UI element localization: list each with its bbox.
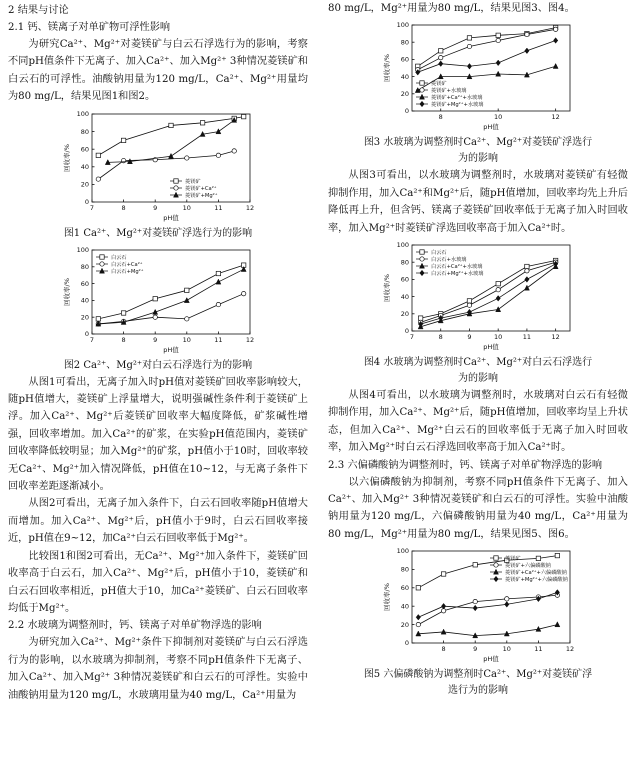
y-tick-label: 20: [400, 310, 409, 319]
data-point: [184, 297, 189, 302]
legend-entry: 菱镁矿+六偏磷酸钠: [505, 563, 551, 570]
x-axis-label: pH值: [163, 345, 179, 354]
x-tick-label: 9: [467, 333, 472, 342]
x-tick-label: 10: [182, 335, 191, 344]
legend: [96, 253, 144, 275]
legend-entry: 白云石+Ca²⁺+水玻璃: [431, 264, 483, 271]
x-tick-label: 8: [121, 203, 126, 212]
series-1: [416, 26, 558, 69]
legend: [170, 177, 218, 199]
series-line: [98, 269, 243, 324]
y-tick-label: 0: [84, 329, 89, 338]
figure-2-caption: 图2 Ca²⁺、Mg²⁺对白云石浮选行为的影响: [63, 359, 253, 371]
data-point: [505, 597, 509, 601]
data-point: [473, 606, 477, 612]
data-point: [496, 296, 500, 302]
x-tick-label: 11: [522, 333, 532, 342]
y-tick-label: 0: [404, 639, 409, 648]
data-point: [555, 622, 560, 627]
data-point: [169, 123, 173, 127]
figure-5-caption-line1: 图5 六偏磷酸钠为调整剂时Ca²⁺、Mg²⁺对菱镁矿浮: [363, 669, 593, 681]
data-point: [525, 48, 529, 54]
figure-1-caption: 图1 Ca²⁺、Mg²⁺对菱镁矿浮选行为的影响: [63, 227, 253, 239]
y-tick-label: 100: [396, 21, 409, 30]
series-3: [96, 266, 246, 326]
figure-2-chart: [58, 242, 258, 358]
data-point: [216, 279, 221, 284]
data-point: [216, 153, 220, 157]
data-point: [555, 554, 559, 558]
x-tick-label: 9: [473, 645, 478, 654]
subsection-heading-2-3: 2.3 六偏磷酸钠为调整剂时，钙、镁离子对单矿物浮选的影响: [328, 459, 603, 471]
data-point: [536, 556, 540, 560]
figure-5-chart: [378, 543, 578, 667]
data-point: [185, 316, 189, 320]
data-point: [241, 291, 245, 295]
x-axis-label: pH值: [483, 343, 499, 352]
series-3: [416, 622, 560, 638]
data-point: [496, 39, 500, 43]
legend-marker: [420, 81, 424, 85]
data-point: [153, 296, 157, 300]
data-point: [121, 138, 125, 142]
legend-entry: 菱镁矿+Ca²⁺+六偏磷酸钠: [505, 570, 567, 577]
x-tick-label: 7: [89, 203, 95, 212]
legend-marker: [100, 261, 104, 265]
y-axis-label: 回收率/%: [383, 54, 391, 83]
legend-entry: 白云石+水玻璃: [431, 257, 467, 264]
data-point: [241, 114, 245, 118]
data-point: [232, 148, 236, 152]
y-tick-label: 80: [400, 565, 409, 574]
data-point: [467, 299, 471, 303]
y-tick-label: 0: [84, 197, 89, 206]
legend-marker: [494, 576, 498, 582]
legend-marker: [420, 270, 424, 276]
series-line: [98, 293, 243, 323]
data-point: [473, 563, 477, 567]
figure-3-chart: [378, 17, 578, 135]
legend-marker: [100, 254, 104, 258]
data-point: [153, 315, 157, 319]
y-tick-label: 80: [400, 258, 409, 267]
legend-marker: [174, 178, 178, 182]
paragraph-fig2-discussion: 从图2可看出，无离子加入条件下，白云石回收率随pH值增大而增加。加入Ca²⁺、Mg²⁺后，pH值小于9时，白云石回收率接近，pH值在9~12，加Ca²⁺白云石回收率低于Mg²⁺。: [8, 498, 308, 545]
y-tick-label: 80: [400, 38, 409, 47]
y-tick-label: 100: [76, 109, 89, 118]
data-point: [416, 615, 420, 621]
subsection-heading-2-2: 2.2 水玻璃为调整剂时，钙、镁离子对单矿物浮选的影响: [8, 620, 262, 632]
x-tick-label: 10: [494, 113, 503, 122]
paragraph-2-1: 为研究Ca²⁺、Mg²⁺对菱镁矿与白云石浮选行为的影响，考察不同pH值条件下无离子、加入Ca²⁺、加入Mg²⁺ 3种情况菱镁矿和白云石的可浮性。油酸钠用量为120 mg/L，Ca²⁺、Mg²⁺用量均为80 mg/L，结果见图1和图2。: [8, 39, 308, 103]
x-tick-label: 8: [438, 333, 443, 342]
data-point: [185, 155, 189, 159]
data-point: [467, 45, 471, 49]
x-tick-label: 8: [441, 645, 446, 654]
data-point: [496, 34, 500, 38]
data-point: [525, 277, 529, 283]
y-axis-label: 回收率/%: [383, 583, 391, 612]
x-tick-label: 12: [565, 645, 575, 654]
x-tick-label: 12: [551, 113, 560, 122]
y-tick-label: 60: [80, 279, 89, 288]
y-tick-label: 40: [80, 162, 89, 171]
data-point: [553, 64, 558, 69]
figure-4-chart: [378, 237, 578, 355]
data-point: [441, 604, 445, 610]
data-point: [553, 28, 557, 32]
legend-entry: 菱镁矿: [431, 81, 447, 88]
data-point: [496, 282, 500, 286]
figure-3-caption-line2: 为的影响: [458, 153, 498, 165]
legend-entry: 白云石: [431, 250, 447, 257]
legend: [416, 248, 484, 277]
data-point: [473, 600, 477, 604]
legend-marker: [420, 257, 424, 261]
data-point: [524, 285, 529, 290]
series-4: [416, 590, 559, 620]
x-axis-label: pH值: [163, 213, 179, 222]
paragraph-continued: 80 mg/L，Mg²⁺用量为80 mg/L，结果见图3、图4。: [328, 3, 575, 14]
paragraph-2-3: 以六偏磷酸钠为抑制剂，考察不同pH值条件下无离子、加入Ca²⁺、加入Mg²⁺ 3种情况菱镁矿和白云石的可浮性。实验中油酸钠用量为120 mg/L，六偏磷酸钠用量为40 mg/L，Ca²⁺用量为80 mg/L，Mg²⁺用量为80 mg/L，结果见图5、图6。: [328, 476, 628, 540]
data-point: [496, 288, 500, 292]
data-point: [525, 264, 529, 268]
x-tick-label: 7: [89, 335, 95, 344]
legend-entry: 菱镁矿+水玻璃: [431, 88, 467, 95]
y-tick-label: 100: [396, 241, 409, 250]
data-point: [96, 316, 100, 320]
right-column: [328, 0, 628, 699]
y-tick-label: 20: [80, 180, 89, 189]
data-point: [96, 153, 100, 157]
x-tick-label: 9: [153, 335, 158, 344]
figure-5-caption-line2: 选行为的影响: [448, 685, 508, 697]
section-heading: 2 结果与讨论: [8, 5, 69, 16]
series-line: [98, 151, 234, 179]
data-point: [200, 120, 204, 124]
data-point: [525, 269, 529, 273]
legend-marker: [420, 250, 424, 254]
paragraph-fig1-discussion: 从图1可看出，无离子加入时pH值对菱镁矿回收率影响较大，随pH值增大，菱镁矿上浮量增大，说明强碱性条件利于菱镁矿上浮。加入Ca²⁺、Mg²⁺后菱镁矿回收率大幅度降低，矿浆碱性增强，回收率增加。加入Ca²⁺的矿浆，在实验pH值范围内，菱镁矿回收率降低较明显；加入Mg²⁺的矿浆，pH值小于10时，回收率较无Ca²⁺、Mg²⁺加入情况降低，pH值在10~12，与无离子条件下回收率差距逐渐减小。: [8, 376, 308, 493]
data-point: [553, 38, 557, 44]
x-tick-label: 10: [494, 333, 503, 342]
x-tick-label: 11: [534, 645, 543, 654]
y-tick-label: 0: [404, 107, 409, 116]
legend-marker: [494, 563, 498, 567]
y-tick-label: 80: [80, 127, 89, 136]
x-tick-label: 10: [502, 645, 511, 654]
x-tick-label: 10: [182, 203, 191, 212]
data-point: [169, 153, 174, 158]
subsection-heading-2-1: 2.1 钙、镁离子对单矿物可浮性影响: [8, 22, 171, 33]
legend-entry: 菱镁矿+Mg²⁺: [185, 192, 218, 199]
data-point: [439, 56, 443, 60]
legend-marker: [420, 88, 424, 92]
y-axis-label: 回收率/%: [63, 277, 71, 306]
paragraph-fig3-discussion: 从图3可看出，以水玻璃为调整剂时，水玻璃对菱镁矿有轻微抑制作用，加入Ca²⁺和Mg²⁺后，随pH值增加，回收率均先上升后降低再上升，但含钙、镁离子菱镁矿回收率低于无离子加入时回收率，加入Mg²⁺时菱镁矿浮选回收率高于加入Ca²⁺时。: [328, 170, 628, 234]
legend-entry: 菱镁矿+Ca²⁺+水玻璃: [431, 95, 483, 102]
legend-entry: 菱镁矿+Ca²⁺: [185, 185, 217, 192]
data-point: [496, 60, 500, 66]
data-point: [416, 586, 420, 590]
figure-1-chart: [58, 106, 258, 226]
y-tick-label: 20: [400, 621, 409, 630]
series-line: [418, 41, 556, 73]
x-axis-label: pH值: [483, 655, 499, 664]
x-tick-label: 12: [245, 335, 255, 344]
data-point: [216, 271, 220, 275]
y-tick-label: 60: [80, 145, 89, 154]
data-point: [439, 61, 443, 67]
figure-4-caption-line2: 为的影响: [458, 373, 498, 385]
legend-entry: 白云石+Ca²⁺: [111, 261, 143, 268]
legend-entry: 白云石+Mg²⁺+水玻璃: [431, 271, 484, 278]
y-tick-label: 60: [400, 584, 409, 593]
data-point: [467, 36, 471, 40]
data-point: [525, 33, 529, 37]
legend-entry: 菱镁矿+Mg²⁺+水玻璃: [431, 102, 484, 109]
data-point: [216, 302, 220, 306]
figure-4-caption-line1: 图4 水玻璃为调整剂时Ca²⁺、Mg²⁺对白云石浮选行: [363, 357, 593, 369]
x-tick-label: 11: [214, 335, 223, 344]
y-tick-label: 40: [400, 292, 409, 301]
y-tick-label: 20: [400, 90, 409, 99]
legend-entry: 白云石+Mg²⁺: [111, 268, 144, 275]
x-axis-label: pH值: [483, 123, 499, 132]
legend-entry: 菱镁矿: [185, 178, 201, 185]
x-tick-label: 7: [409, 333, 415, 342]
figure-3-caption-line1: 图3 水玻璃为调整剂时Ca²⁺、Mg²⁺对菱镁矿浮选行: [363, 137, 593, 149]
data-point: [496, 307, 501, 312]
y-tick-label: 0: [404, 327, 409, 336]
x-tick-label: 8: [438, 113, 443, 122]
x-tick-label: 8: [121, 335, 126, 344]
y-tick-label: 40: [400, 602, 409, 611]
data-point: [96, 177, 100, 181]
left-column: [8, 0, 308, 704]
data-point: [121, 310, 125, 314]
paragraph-comparison: 比较图1和图2可看出，无Ca²⁺、Mg²⁺加入条件下，菱镁矿回收率高于白云石，加入Ca²⁺、Mg²⁺后，pH值小于10，菱镁矿和白云石回收率相近，pH值大于10，加Ca²⁺菱镁矿、白云石回收率均低于Mg²⁺。: [8, 550, 308, 614]
data-point: [441, 629, 446, 634]
y-tick-label: 60: [400, 56, 409, 65]
y-tick-label: 40: [80, 296, 89, 305]
paragraph-fig4-discussion: 从图4可看出，以水玻璃为调整剂时，水玻璃对白云石有轻微抑制作用，加入Ca²⁺、Mg²⁺后，随pH值增加，回收率均呈上升状态，但加入Ca²⁺、Mg²⁺白云石的回收率低于无离子加入时回收率，加入Mg²⁺时白云石浮选回收率高于加入Ca²⁺时。: [328, 390, 628, 454]
legend-entry: 菱镁矿+Mg²⁺+六偏磷酸钠: [505, 577, 568, 584]
data-point: [418, 316, 422, 320]
data-point: [439, 49, 443, 53]
x-tick-label: 9: [153, 203, 158, 212]
y-tick-label: 80: [80, 262, 89, 271]
data-point: [467, 303, 471, 307]
legend: [490, 554, 568, 583]
legend-entry: 菱镁矿: [505, 556, 521, 563]
y-tick-label: 20: [80, 313, 89, 322]
data-point: [467, 64, 471, 70]
legend: [416, 79, 484, 108]
y-tick-label: 40: [400, 73, 409, 82]
data-point: [441, 572, 445, 576]
paragraph-2-2: 为研究加入Ca²⁺、Mg²⁺条件下抑制剂对菱镁矿与白云石浮选行为的影响，以水玻璃为抑制剂，考察不同pH值条件下无离子、加入Ca²⁺、加入Mg²⁺ 3种情况菱镁矿和白云石的可浮性。实验中油酸钠用量为120 mg/L，水玻璃用量为40 mg/L，Ca²⁺用量为: [8, 637, 308, 701]
y-tick-label: 100: [396, 547, 409, 556]
series-line: [98, 116, 243, 155]
series-1: [96, 114, 246, 157]
x-tick-label: 11: [214, 203, 223, 212]
x-tick-label: 12: [551, 333, 560, 342]
legend-marker: [494, 556, 498, 560]
legend-marker: [174, 185, 178, 189]
series-2: [96, 291, 246, 326]
legend-entry: 白云石: [111, 254, 127, 261]
y-axis-label: 回收率/%: [383, 274, 391, 302]
data-point: [216, 128, 221, 133]
y-tick-label: 60: [400, 275, 409, 284]
data-point: [416, 623, 420, 627]
y-axis-label: 回收率/%: [63, 143, 71, 172]
data-point: [185, 288, 189, 292]
legend-marker: [420, 102, 424, 108]
series-2: [96, 148, 236, 181]
data-point: [505, 602, 509, 608]
x-tick-label: 12: [245, 203, 255, 212]
y-tick-label: 100: [76, 245, 89, 254]
